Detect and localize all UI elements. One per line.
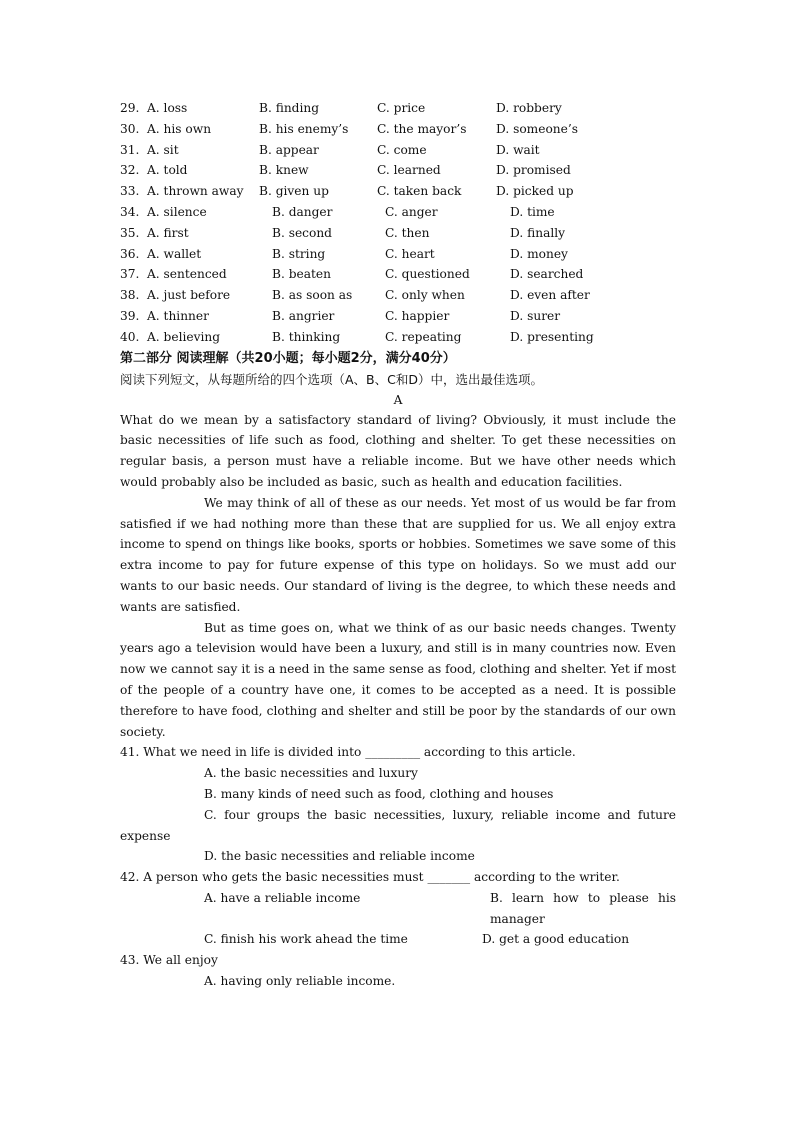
question-number: 36. — [120, 246, 140, 261]
option-b: B. appear — [259, 142, 319, 157]
question-number: 32. — [120, 163, 140, 178]
option-c: C. heart — [385, 246, 435, 261]
cloze-option-row — [120, 181, 676, 202]
option-b: B. thinking — [272, 329, 341, 344]
option-c: C. price — [377, 101, 426, 115]
option-b: B. knew — [259, 163, 309, 178]
option-a: A. believing — [147, 329, 221, 344]
question-number: 40. — [120, 329, 140, 344]
cloze-option-row — [120, 244, 676, 265]
question-43 — [120, 950, 676, 992]
question-number: 38. — [120, 288, 140, 303]
option-a: A. wallet — [147, 246, 202, 261]
option-b: B. as soon as — [272, 288, 353, 303]
option-c: C. only when — [385, 288, 465, 303]
option-d: D. even after — [510, 288, 590, 303]
option-d: D. picked up — [496, 184, 574, 199]
choice-b: B. learn how to please his manager — [490, 890, 676, 926]
question-number: 33. — [120, 184, 140, 199]
cloze-option-row — [120, 98, 676, 119]
option-d: D. promised — [496, 163, 571, 178]
question-42 — [120, 867, 676, 950]
option-d: D. searched — [510, 267, 584, 282]
cloze-option-row — [120, 285, 676, 306]
option-a: A. silence — [147, 204, 207, 219]
passage-paragraph-3: But as time goes on, what we think of as our basic needs changes. Twenty years ago a television would have been a luxury, and still is in many countries now. Even now we cannot say it is a need in the same sense as food, clothing and shelter. Yet if most of the people of a country have one, it comes to be accepted as a need. It is possible therefore to have food, clothing and shelter and still be poor by the standards of our own society. — [120, 620, 676, 739]
cloze-options-list — [120, 98, 676, 348]
question-stem: 43. We all enjoy — [120, 953, 218, 968]
choice-c: C. finish his work ahead the time — [204, 932, 408, 947]
passage-label: A — [393, 392, 403, 407]
option-d: D. time — [510, 204, 555, 219]
option-c: C. repeating — [385, 329, 462, 344]
option-d: D. robbery — [496, 101, 562, 115]
option-b: B. second — [272, 225, 332, 240]
option-d: D. presenting — [510, 329, 594, 344]
option-a: A. loss — [147, 101, 188, 115]
passage-paragraph-1: What do we mean by a satisfactory standard of living? Obviously, it must include the basic necessities of life such as food, clothing and shelter. To get these necessities on regular basis, a person must have a reliable income. But we have other needs which would probably also be included as basic, such as health and education facilities. — [120, 412, 676, 489]
choice-d: D. the basic necessities and reliable income — [204, 849, 475, 864]
option-c: C. happier — [385, 308, 450, 323]
question-stem: 41. What we need in life is divided into _________ according to this article. — [120, 745, 576, 760]
cloze-option-row — [120, 140, 676, 161]
question-number: 29. — [120, 101, 140, 115]
question-stem: 42. A person who gets the basic necessities must _______ according to the writer. — [120, 870, 620, 885]
option-d: D. surer — [510, 308, 561, 323]
option-a: A. sentenced — [147, 267, 227, 282]
option-a: A. told — [147, 163, 188, 178]
option-d: D. finally — [510, 225, 566, 240]
option-a: A. first — [147, 225, 189, 240]
cloze-option-row — [120, 327, 676, 348]
option-b: B. finding — [259, 101, 320, 115]
choice-a: A. having only reliable income. — [204, 974, 396, 989]
option-a: A. his own — [147, 121, 212, 136]
question-number: 39. — [120, 308, 140, 323]
question-number: 31. — [120, 142, 140, 157]
exam-page — [120, 98, 676, 992]
choice-b: B. many kinds of need such as food, clothing and houses — [204, 786, 554, 801]
option-c: C. anger — [385, 204, 438, 219]
option-a: A. thrown away — [147, 184, 244, 199]
cloze-option-row — [120, 264, 676, 285]
choice-a: A. the basic necessities and luxury — [204, 766, 418, 781]
option-d: D. someone’s — [496, 121, 578, 136]
question-number: 34. — [120, 204, 140, 219]
option-b: B. his enemy’s — [259, 121, 349, 136]
option-c: C. learned — [377, 163, 441, 178]
question-number: 37. — [120, 267, 140, 282]
choice-a: A. have a reliable income — [204, 890, 361, 905]
option-a: A. just before — [147, 288, 231, 303]
cloze-option-row — [120, 119, 676, 140]
option-c: C. then — [385, 225, 430, 240]
option-c: C. come — [377, 142, 427, 157]
option-c: C. the mayor’s — [377, 121, 467, 136]
cloze-option-row — [120, 202, 676, 223]
question-41 — [120, 742, 676, 867]
question-number: 30. — [120, 121, 140, 136]
section-instruction: 阅读下列短文，从每题所给的四个选项（A、B、C和D）中，选出最佳选项。 — [120, 371, 543, 387]
option-d: D. wait — [496, 142, 540, 157]
option-b: B. string — [272, 246, 326, 261]
choice-c: C. four groups the basic necessities, luxury, reliable income and future expense — [120, 807, 676, 843]
option-b: B. given up — [259, 184, 329, 199]
option-c: C. questioned — [385, 267, 470, 282]
choice-d: D. get a good education — [482, 932, 630, 947]
option-d: D. money — [510, 246, 568, 261]
option-a: A. thinner — [147, 308, 209, 323]
cloze-option-row — [120, 160, 676, 181]
cloze-option-row — [120, 306, 676, 327]
option-c: C. taken back — [377, 184, 462, 199]
option-b: B. beaten — [272, 267, 331, 282]
cloze-option-row — [120, 223, 676, 244]
option-b: B. angrier — [272, 308, 335, 323]
option-a: A. sit — [147, 142, 179, 157]
passage-paragraph-2: We may think of all of these as our needs. Yet most of us would be far from satisfied if we had nothing more than these that are supplied for us. We all enjoy extra income to spend on things like books, sports or hobbies. Sometimes we save some of this extra income to pay for future expense of this type on holidays. So we must add our wants to our basic needs. Our standard of living is the degree, to which these needs and wants are satisfied. — [120, 495, 676, 614]
option-b: B. danger — [272, 204, 333, 219]
question-number: 35. — [120, 225, 140, 240]
section-title: 第二部分 阅读理解（共20小题；每小题2分，满分40分） — [120, 350, 456, 366]
